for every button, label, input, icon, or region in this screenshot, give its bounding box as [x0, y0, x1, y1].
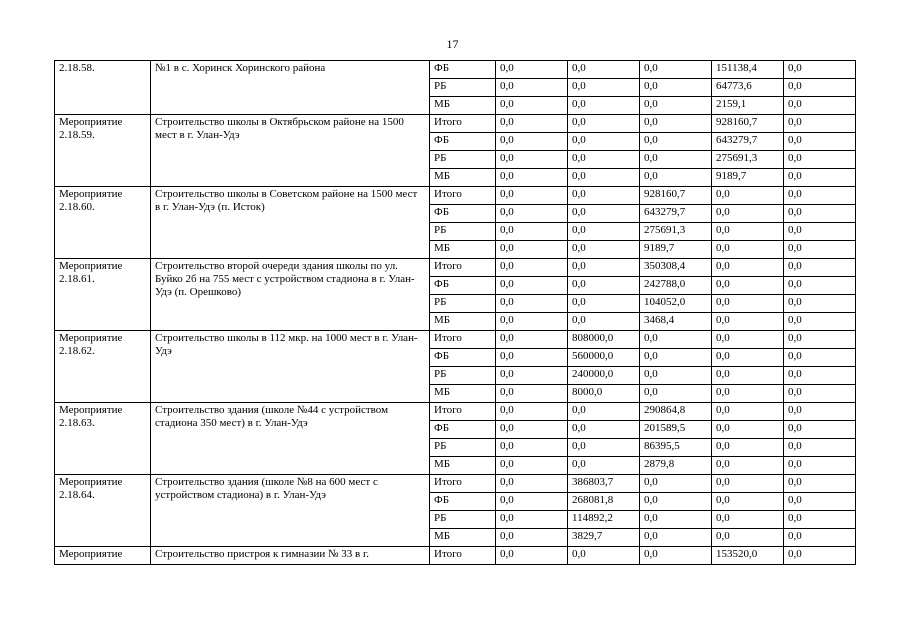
amount-cell: 0,0 [784, 457, 856, 475]
amount-cell: 0,0 [784, 385, 856, 403]
amount-cell: 0,0 [784, 187, 856, 205]
amount-cell: 0,0 [784, 313, 856, 331]
amount-cell: 0,0 [784, 421, 856, 439]
table-row [55, 403, 856, 421]
amount-cell: 0,0 [568, 547, 640, 565]
amount-cell: 0,0 [640, 61, 712, 79]
amount-cell: 0,0 [568, 133, 640, 151]
amount-cell: 290864,8 [640, 403, 712, 421]
amount-cell: 0,0 [568, 151, 640, 169]
amount-cell: 0,0 [496, 529, 568, 547]
funding-source: МБ [430, 169, 496, 187]
amount-cell: 0,0 [496, 187, 568, 205]
amount-cell: 0,0 [568, 439, 640, 457]
funding-source: РБ [430, 223, 496, 241]
amount-cell: 0,0 [568, 205, 640, 223]
amount-cell: 0,0 [496, 97, 568, 115]
amount-cell: 0,0 [784, 367, 856, 385]
amount-cell: 0,0 [496, 493, 568, 511]
amount-cell: 928160,7 [712, 115, 784, 133]
funding-source: РБ [430, 295, 496, 313]
amount-cell: 0,0 [496, 511, 568, 529]
amount-cell: 0,0 [496, 79, 568, 97]
amount-cell: 0,0 [640, 547, 712, 565]
measure-code: Мероприятие [55, 547, 151, 565]
amount-cell: 0,0 [712, 439, 784, 457]
amount-cell: 0,0 [784, 151, 856, 169]
measure-code: Мероприятие 2.18.62. [55, 331, 151, 403]
amount-cell: 0,0 [568, 79, 640, 97]
funding-source: МБ [430, 457, 496, 475]
amount-cell: 0,0 [712, 295, 784, 313]
funding-source: РБ [430, 151, 496, 169]
table-row [55, 331, 856, 349]
amount-cell: 242788,0 [640, 277, 712, 295]
measure-code: Мероприятие 2.18.60. [55, 187, 151, 259]
amount-cell: 0,0 [784, 169, 856, 187]
amount-cell: 0,0 [784, 295, 856, 313]
amount-cell: 643279,7 [640, 205, 712, 223]
amount-cell: 0,0 [640, 331, 712, 349]
funding-source: ФБ [430, 349, 496, 367]
amount-cell: 2159,1 [712, 97, 784, 115]
amount-cell: 0,0 [712, 475, 784, 493]
amount-cell: 9189,7 [640, 241, 712, 259]
amount-cell: 104052,0 [640, 295, 712, 313]
amount-cell: 0,0 [784, 493, 856, 511]
funding-source: МБ [430, 97, 496, 115]
funding-source: ФБ [430, 277, 496, 295]
measure-description: Строительство пристроя к гимназии № 33 в г. [151, 547, 430, 565]
measure-code: Мероприятие 2.18.63. [55, 403, 151, 475]
amount-cell: 0,0 [712, 187, 784, 205]
amount-cell: 0,0 [496, 313, 568, 331]
amount-cell: 0,0 [568, 241, 640, 259]
amount-cell: 0,0 [496, 241, 568, 259]
measure-description: Строительство второй очереди здания школы по ул. Буйко 2б на 755 мест с устройством стадиона в г. Улан-Удэ (п. Орешково) [151, 259, 430, 331]
amount-cell: 0,0 [496, 439, 568, 457]
amount-cell: 153520,0 [712, 547, 784, 565]
amount-cell: 2879,8 [640, 457, 712, 475]
funding-source: ФБ [430, 421, 496, 439]
amount-cell: 0,0 [784, 277, 856, 295]
measure-code: 2.18.58. [55, 61, 151, 115]
amount-cell: 0,0 [784, 241, 856, 259]
table-row [55, 61, 856, 79]
amount-cell: 0,0 [496, 349, 568, 367]
amount-cell: 0,0 [640, 493, 712, 511]
measure-code: Мероприятие 2.18.59. [55, 115, 151, 187]
measure-description: №1 в с. Хоринск Хоринского района [151, 61, 430, 115]
amount-cell: 0,0 [496, 295, 568, 313]
funding-source: РБ [430, 367, 496, 385]
table-row [55, 259, 856, 277]
budget-table [54, 60, 856, 565]
amount-cell: 0,0 [784, 529, 856, 547]
amount-cell: 0,0 [712, 205, 784, 223]
page-number: 17 [446, 37, 459, 51]
amount-cell: 0,0 [568, 259, 640, 277]
amount-cell: 0,0 [784, 259, 856, 277]
amount-cell: 0,0 [568, 61, 640, 79]
amount-cell: 0,0 [784, 79, 856, 97]
amount-cell: 0,0 [712, 331, 784, 349]
amount-cell: 8000,0 [568, 385, 640, 403]
funding-source: МБ [430, 313, 496, 331]
amount-cell: 0,0 [640, 169, 712, 187]
funding-source: РБ [430, 439, 496, 457]
amount-cell: 114892,2 [568, 511, 640, 529]
amount-cell: 0,0 [640, 133, 712, 151]
funding-source: Итого [430, 115, 496, 133]
amount-cell: 0,0 [712, 403, 784, 421]
amount-cell: 0,0 [640, 475, 712, 493]
table-row [55, 475, 856, 493]
amount-cell: 0,0 [568, 97, 640, 115]
funding-source: ФБ [430, 205, 496, 223]
budget-table-body [55, 61, 856, 565]
amount-cell: 0,0 [712, 511, 784, 529]
amount-cell: 0,0 [568, 187, 640, 205]
amount-cell: 0,0 [640, 115, 712, 133]
amount-cell: 86395,5 [640, 439, 712, 457]
amount-cell: 0,0 [784, 223, 856, 241]
amount-cell: 0,0 [640, 385, 712, 403]
amount-cell: 0,0 [496, 331, 568, 349]
amount-cell: 0,0 [712, 493, 784, 511]
amount-cell: 0,0 [640, 511, 712, 529]
amount-cell: 386803,7 [568, 475, 640, 493]
amount-cell: 64773,6 [712, 79, 784, 97]
amount-cell: 0,0 [640, 367, 712, 385]
amount-cell: 0,0 [712, 421, 784, 439]
funding-source: РБ [430, 79, 496, 97]
amount-cell: 0,0 [496, 547, 568, 565]
amount-cell: 0,0 [712, 277, 784, 295]
amount-cell: 0,0 [496, 277, 568, 295]
amount-cell: 0,0 [712, 259, 784, 277]
amount-cell: 0,0 [568, 277, 640, 295]
amount-cell: 0,0 [496, 133, 568, 151]
funding-source: ФБ [430, 493, 496, 511]
amount-cell: 350308,4 [640, 259, 712, 277]
amount-cell: 0,0 [496, 169, 568, 187]
amount-cell: 0,0 [496, 61, 568, 79]
amount-cell: 0,0 [496, 115, 568, 133]
amount-cell: 0,0 [640, 529, 712, 547]
amount-cell: 0,0 [712, 457, 784, 475]
amount-cell: 0,0 [496, 475, 568, 493]
amount-cell: 151138,4 [712, 61, 784, 79]
amount-cell: 9189,7 [712, 169, 784, 187]
funding-source: МБ [430, 385, 496, 403]
funding-source: РБ [430, 511, 496, 529]
measure-description: Строительство школы в 112 мкр. на 1000 мест в г. Улан-Удэ [151, 331, 430, 403]
amount-cell: 0,0 [496, 403, 568, 421]
amount-cell: 0,0 [568, 169, 640, 187]
funding-source: Итого [430, 331, 496, 349]
amount-cell: 3468,4 [640, 313, 712, 331]
amount-cell: 0,0 [712, 367, 784, 385]
table-row [55, 187, 856, 205]
funding-source: Итого [430, 187, 496, 205]
amount-cell: 0,0 [784, 547, 856, 565]
amount-cell: 0,0 [496, 421, 568, 439]
measure-description: Строительство школы в Октябрьском районе на 1500 мест в г. Улан-Удэ [151, 115, 430, 187]
amount-cell: 0,0 [712, 241, 784, 259]
amount-cell: 0,0 [712, 385, 784, 403]
amount-cell: 0,0 [784, 349, 856, 367]
measure-code: Мероприятие 2.18.61. [55, 259, 151, 331]
amount-cell: 928160,7 [640, 187, 712, 205]
amount-cell: 0,0 [568, 403, 640, 421]
amount-cell: 0,0 [496, 205, 568, 223]
amount-cell: 0,0 [496, 367, 568, 385]
amount-cell: 268081,8 [568, 493, 640, 511]
amount-cell: 0,0 [568, 295, 640, 313]
amount-cell: 0,0 [784, 475, 856, 493]
amount-cell: 0,0 [712, 349, 784, 367]
table-row [55, 547, 856, 565]
amount-cell: 0,0 [640, 97, 712, 115]
amount-cell: 0,0 [640, 349, 712, 367]
amount-cell: 560000,0 [568, 349, 640, 367]
amount-cell: 0,0 [784, 511, 856, 529]
amount-cell: 0,0 [784, 403, 856, 421]
funding-source: Итого [430, 547, 496, 565]
amount-cell: 0,0 [784, 133, 856, 151]
amount-cell: 201589,5 [640, 421, 712, 439]
table-row [55, 115, 856, 133]
amount-cell: 0,0 [496, 151, 568, 169]
amount-cell: 0,0 [568, 115, 640, 133]
amount-cell: 0,0 [712, 223, 784, 241]
funding-source: Итого [430, 403, 496, 421]
amount-cell: 275691,3 [640, 223, 712, 241]
amount-cell: 240000,0 [568, 367, 640, 385]
amount-cell: 643279,7 [712, 133, 784, 151]
funding-source: ФБ [430, 133, 496, 151]
amount-cell: 0,0 [784, 439, 856, 457]
amount-cell: 0,0 [784, 97, 856, 115]
amount-cell: 0,0 [568, 313, 640, 331]
amount-cell: 0,0 [784, 115, 856, 133]
funding-source: Итого [430, 259, 496, 277]
amount-cell: 0,0 [568, 457, 640, 475]
amount-cell: 0,0 [496, 259, 568, 277]
measure-code: Мероприятие 2.18.64. [55, 475, 151, 547]
amount-cell: 0,0 [496, 385, 568, 403]
amount-cell: 0,0 [640, 79, 712, 97]
amount-cell: 0,0 [568, 223, 640, 241]
funding-source: ФБ [430, 61, 496, 79]
amount-cell: 0,0 [712, 529, 784, 547]
amount-cell: 0,0 [568, 421, 640, 439]
funding-source: Итого [430, 475, 496, 493]
measure-description: Строительство школы в Советском районе на 1500 мест в г. Улан-Удэ (п. Исток) [151, 187, 430, 259]
funding-source: МБ [430, 529, 496, 547]
amount-cell: 0,0 [496, 457, 568, 475]
amount-cell: 0,0 [784, 331, 856, 349]
amount-cell: 0,0 [496, 223, 568, 241]
funding-source: МБ [430, 241, 496, 259]
amount-cell: 275691,3 [712, 151, 784, 169]
amount-cell: 0,0 [784, 61, 856, 79]
amount-cell: 808000,0 [568, 331, 640, 349]
measure-description: Строительство здания (школе №8 на 600 мест с устройством стадиона) в г. Улан-Удэ [151, 475, 430, 547]
measure-description: Строительство здания (школе №44 с устройством стадиона 350 мест) в г. Улан-Удэ [151, 403, 430, 475]
amount-cell: 0,0 [784, 205, 856, 223]
amount-cell: 0,0 [640, 151, 712, 169]
amount-cell: 3829,7 [568, 529, 640, 547]
amount-cell: 0,0 [712, 313, 784, 331]
